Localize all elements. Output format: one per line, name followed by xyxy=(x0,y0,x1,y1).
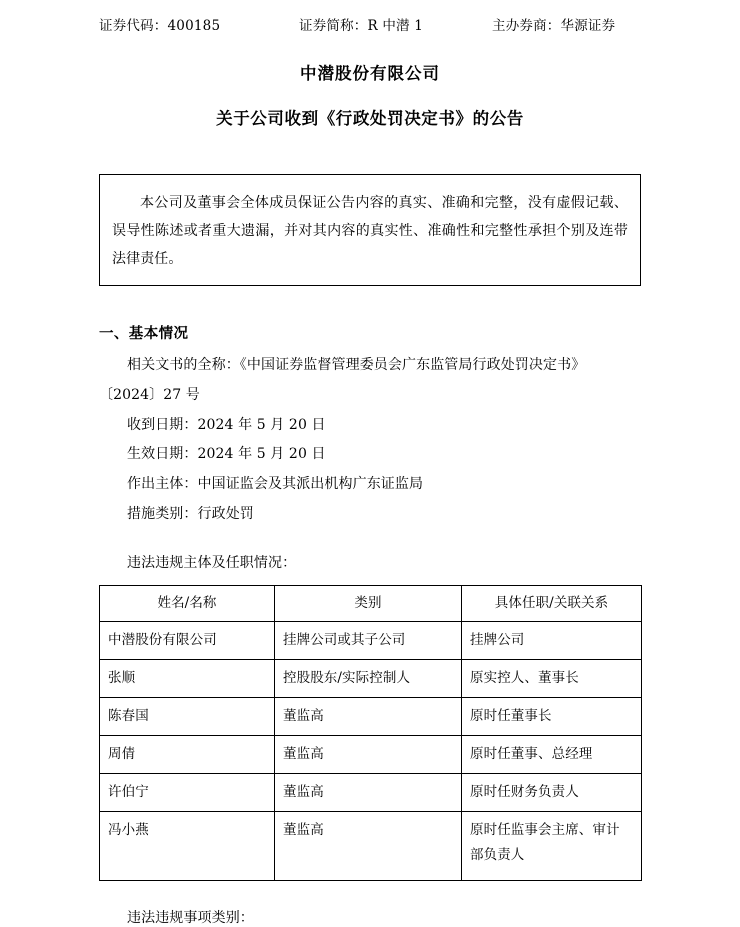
table-row xyxy=(100,621,642,659)
title-block xyxy=(99,62,641,130)
column-header-position: 具体任职/关联关系 xyxy=(462,585,642,621)
cell-name: 张顺 xyxy=(100,659,275,697)
table-header-row xyxy=(100,585,642,621)
running-header xyxy=(99,0,641,34)
disclaimer-box xyxy=(99,174,641,286)
document-number: 〔2024〕27 号 xyxy=(99,386,200,403)
effective-date: 生效日期：2024 年 5 月 20 日 xyxy=(127,446,326,463)
cell-name: 陈春国 xyxy=(100,697,275,735)
table-row xyxy=(100,659,642,697)
announcement-title: 关于公司收到《行政处罚决定书》的公告 xyxy=(216,109,524,129)
cell-category: 董监高 xyxy=(275,773,462,811)
cell-position: 原时任财务负责人 xyxy=(462,773,642,811)
table-row xyxy=(100,735,642,773)
cell-category: 控股股东/实际控制人 xyxy=(275,659,462,697)
cell-category: 挂牌公司或其子公司 xyxy=(275,621,462,659)
cell-category: 董监高 xyxy=(275,697,462,735)
cell-position: 原时任董事长 xyxy=(462,697,642,735)
column-header-category: 类别 xyxy=(275,585,462,621)
violation-subject-table xyxy=(99,585,642,881)
measure-type: 措施类别：行政处罚 xyxy=(127,505,254,522)
issuing-body: 作出主体：中国证监会及其派出机构广东证监局 xyxy=(127,475,424,492)
disclaimer-text: 本公司及董事会全体成员保证公告内容的真实、准确和完整，没有虚假记载、误导性陈述或者重大遗漏，并对其内容的真实性、准确性和完整性承担个别及连带法律责任。 xyxy=(112,195,628,268)
cell-position: 原实控人、董事长 xyxy=(462,659,642,697)
table-row xyxy=(100,811,642,880)
cell-category: 董监高 xyxy=(275,811,462,880)
security-abbreviation: 证券简称：R 中潜 1 xyxy=(299,18,424,34)
table-row xyxy=(100,773,642,811)
cell-position: 原时任监事会主席、审计部负责人 xyxy=(462,811,642,880)
document-full-name: 相关文书的全称：《中国证券监督管理委员会广东监管局行政处罚决定书》 xyxy=(127,357,586,374)
cell-category: 董监高 xyxy=(275,735,462,773)
cell-name: 许伯宁 xyxy=(100,773,275,811)
cell-name: 周倩 xyxy=(100,735,275,773)
cell-position: 原时任董事、总经理 xyxy=(462,735,642,773)
table-caption: 违法违规主体及任职情况： xyxy=(127,555,297,572)
cell-name: 冯小燕 xyxy=(100,811,275,880)
security-code: 证券代码：400185 xyxy=(99,18,221,34)
cell-position: 挂牌公司 xyxy=(462,621,642,659)
spacer xyxy=(99,529,641,549)
violation-category-label: 违法违规事项类别： xyxy=(127,909,254,926)
section-heading-basic-info: 一、基本情况 xyxy=(99,325,189,343)
sponsor-broker: 主办券商：华源证券 xyxy=(492,18,616,34)
received-date: 收到日期：2024 年 5 月 20 日 xyxy=(127,416,326,433)
company-title: 中潜股份有限公司 xyxy=(300,64,440,83)
cell-name: 中潜股份有限公司 xyxy=(100,621,275,659)
column-header-name: 姓名/名称 xyxy=(100,585,275,621)
table-row xyxy=(100,697,642,735)
